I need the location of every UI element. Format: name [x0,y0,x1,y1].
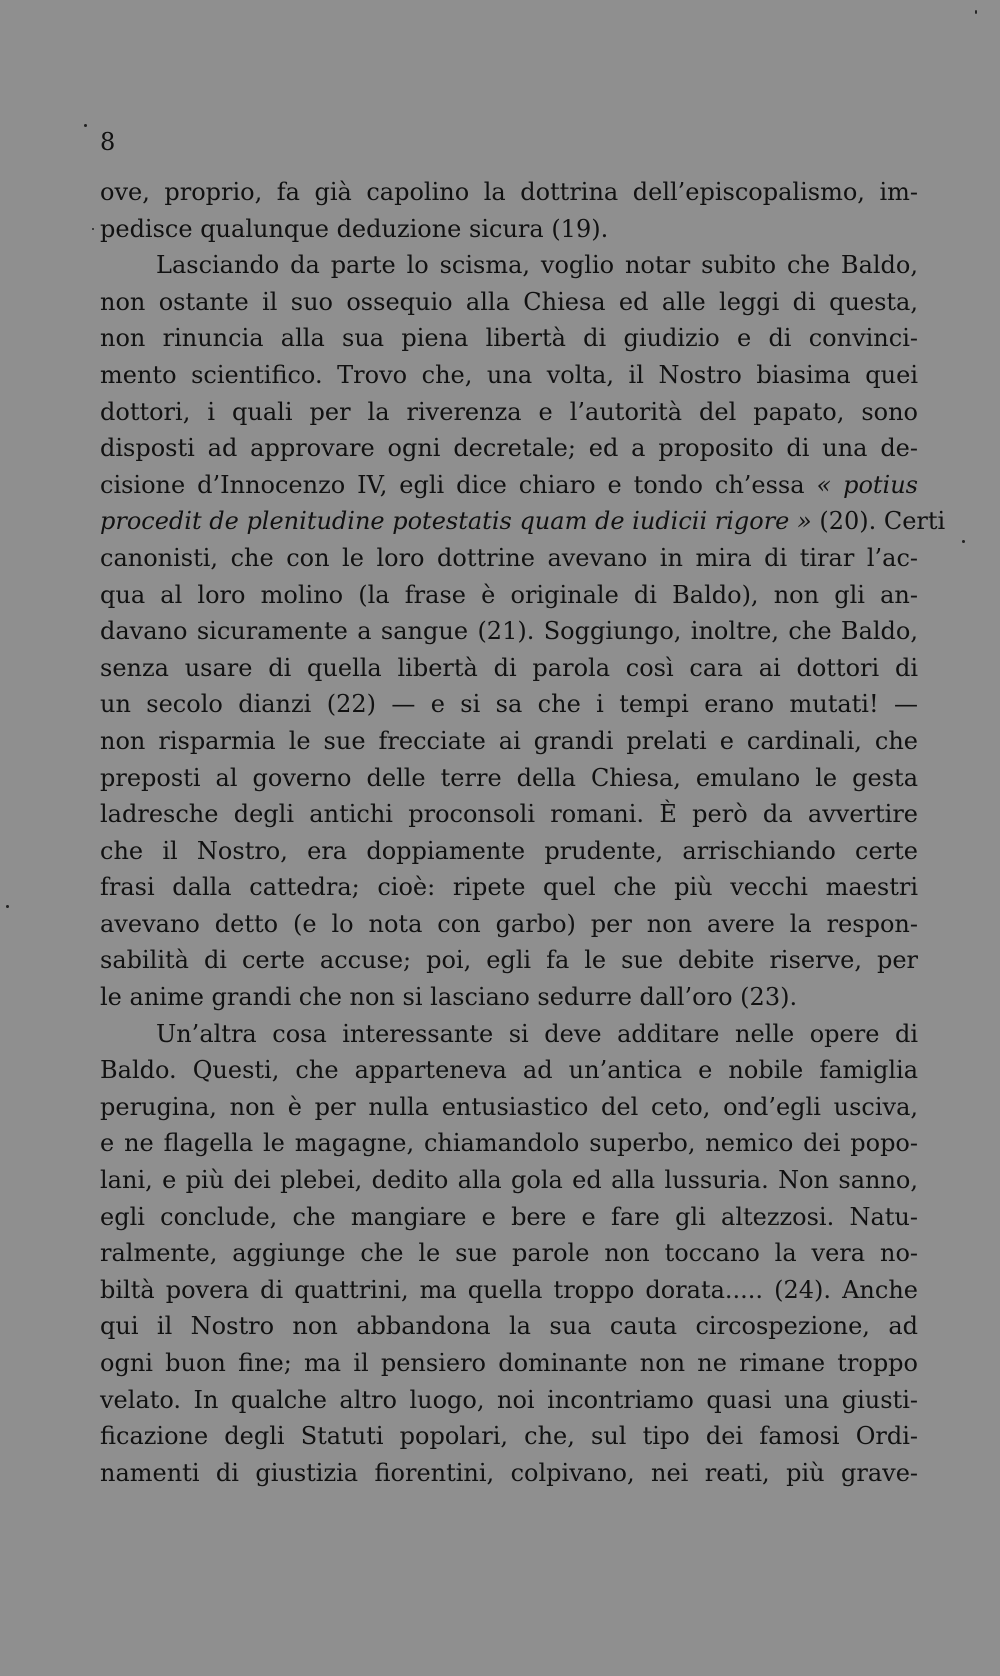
text-line [100,1455,918,1492]
text-line [100,833,918,870]
text-span: Lasciando da parte lo scisma, voglio notar subito che Baldo, [156,251,918,280]
text-span: dottori, i quali per la riverenza e l’autorità del papato, sono [100,397,918,426]
text-line [100,1125,918,1162]
text-line [100,1382,918,1419]
text-line [100,760,918,797]
text-span: mento scientifico. Trovo che, una volta, il Nostro biasima quei [100,360,918,389]
text-line [100,942,918,979]
text-span: ove, proprio, fa già capolino la dottrina dell’episcopalismo, im- [100,178,918,206]
italic-quote: procedit de plenitudine potestatis quam de iudicii rigore » [100,507,812,536]
body-text [100,174,946,1491]
text-span: ralmente, aggiunge che le sue parole non toccano la vera no- [100,1239,918,1268]
text-span: egli conclude, che mangiare e bere e fare gli altezzosi. Natu- [100,1202,918,1231]
text-line [100,1272,918,1309]
text-line [100,320,918,357]
text-span: qui il Nostro non abbandona la sua cauta circospezione, ad [100,1312,918,1341]
text-line [100,686,918,723]
text-line [100,577,918,614]
text-line [100,650,918,687]
text-span: (20). Certi [811,507,946,536]
text-line [100,540,918,577]
text-span: e ne flagella le magagne, chiamandolo superbo, nemico dei popo- [100,1129,918,1158]
scan-speck [6,905,9,908]
text-span: qua al loro molino (la frase è originale di Baldo), non gli an- [100,580,918,609]
text-span: disposti ad approvare ogni decretale; ed a proposito di una de- [100,434,918,463]
text-line [100,1199,918,1236]
text-span: non risparmia le sue frecciate ai grandi prelati e cardinali, che [100,726,918,755]
text-line [100,1345,918,1382]
text-line [100,796,918,833]
text-span: lani, e più dei plebei, dedito alla gola ed alla lussuria. Non sanno, [100,1166,918,1195]
text-line [100,1162,918,1199]
text-span: Un’altra cosa interessante si deve additare nelle opere di [156,1019,918,1048]
text-span: ladresche degli antichi proconsoli romani. È però da avvertire [100,800,918,829]
text-line [100,869,918,906]
scan-speck [84,124,87,127]
text-line [100,211,918,248]
text-span: le anime grandi che non si lasciano sedurre dall’oro (23). [100,983,798,1012]
text-span: ogni buon fine; ma il pensiero dominante non ne rimane troppo [100,1349,918,1377]
text-line [100,430,918,467]
text-span: pedisce qualunque deduzione sicura (19). [100,214,609,243]
text-span: perugina, non è per nulla entusiastico del ceto, ond’egli usciva, [100,1092,918,1121]
text-line [100,1418,918,1455]
text-span: Baldo. Questi, che apparteneva ad un’antica e nobile famiglia [100,1056,918,1085]
text-line [100,1089,918,1126]
text-line [100,394,918,431]
text-span: avevano detto (e lo nota con garbo) per non avere la respon- [100,909,918,938]
text-line [100,1308,918,1345]
text-span: canonisti, che con le loro dottrine avevano in mira di tirar l’ac- [100,543,918,572]
text-line [100,357,918,394]
text-span: namenti di giustizia fiorentini, colpivano, nei reati, più grave- [100,1458,918,1487]
scan-speck [962,540,965,543]
text-line [100,1052,918,1089]
text-line [100,174,918,211]
text-line [100,1235,918,1272]
text-span: biltà povera di quattrini, ma quella troppo dorata..... (24). Anche [100,1275,918,1304]
scan-speck [975,10,977,14]
text-line [100,906,918,943]
text-span: frasi dalla cattedra; cioè: ripete quel che più vecchi maestri [100,873,918,902]
text-span: velato. In qualche altro luogo, noi incontriamo quasi una giusti- [100,1385,918,1414]
text-line [100,613,918,650]
text-span: un secolo dianzi (22) — e si sa che i tempi erano mutati! — [100,690,918,719]
text-span: non ostante il suo ossequio alla Chiesa ed alle leggi di questa, [100,287,918,316]
page-number: 8 [100,128,116,156]
text-span: che il Nostro, era doppiamente prudente, arrischiando certe [100,836,918,865]
text-span: davano sicuramente a sangue (21). Soggiungo, inoltre, che Baldo, [100,617,918,646]
text-line [100,723,918,760]
text-line [100,1016,918,1053]
text-line [100,979,918,1016]
text-span: non rinuncia alla sua piena libertà di giudizio e di convinci- [100,324,918,353]
text-line [100,467,918,504]
text-span: ficazione degli Statuti popolari, che, sul tipo dei famosi Ordi- [100,1422,918,1451]
text-span: cisione d’Innocenzo IV, egli dice chiaro e tondo ch’essa [100,470,817,499]
italic-quote: « potius [816,470,918,499]
text-span: senza usare di quella libertà di parola così cara ai dottori di [100,653,918,682]
text-line [100,503,946,540]
text-span: preposti al governo delle terre della Chiesa, emulano le gesta [100,763,918,792]
text-line [100,284,918,321]
text-span: sabilità di certe accuse; poi, egli fa le sue debite riserve, per [100,946,918,975]
text-line [100,247,918,284]
scan-speck [92,228,94,230]
